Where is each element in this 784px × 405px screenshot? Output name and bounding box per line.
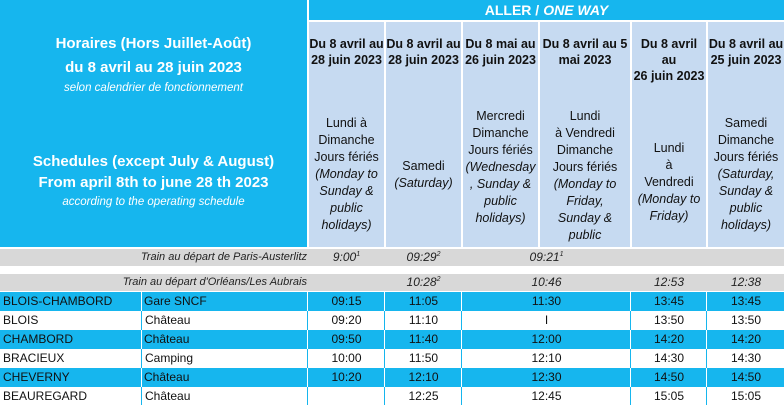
column-date-range xyxy=(708,36,784,68)
column-days xyxy=(309,115,384,234)
footnote-marker: 2 xyxy=(436,276,441,283)
column-divider xyxy=(384,368,385,387)
train-time-value: 9:00 xyxy=(332,250,357,264)
column-divider xyxy=(630,292,631,311)
stop-name: CHEVERNY xyxy=(3,370,70,384)
days-en-line: Sunday & xyxy=(557,211,613,225)
column-divider xyxy=(141,387,142,405)
column-divider xyxy=(307,368,308,387)
date-line: Du 8 avril au xyxy=(640,37,698,67)
date-line: 26 juin 2023 xyxy=(465,53,536,67)
stop-time: 15:05 xyxy=(653,389,685,403)
column-divider xyxy=(461,368,462,387)
column-date-range xyxy=(386,36,461,68)
stop-time: 13:50 xyxy=(653,313,685,327)
stop-time: 12:25 xyxy=(408,389,439,403)
stop-time: 13:50 xyxy=(730,313,762,327)
column-date-range xyxy=(309,36,384,68)
column-divider xyxy=(307,311,308,330)
days-en-line: (Monday to xyxy=(315,167,378,181)
stop-time: 09:50 xyxy=(331,332,362,346)
stop-name: BLOIS-CHAMBORD xyxy=(3,294,113,308)
stop-time: 14:50 xyxy=(653,370,685,384)
days-fr-line: Dimanche xyxy=(556,143,614,157)
column-days xyxy=(386,158,461,192)
stop-name: BEAUREGARD xyxy=(3,389,88,403)
column-divider xyxy=(307,349,308,368)
days-en-line: , Sunday & xyxy=(469,177,532,191)
days-fr-line: Samedi xyxy=(724,116,768,130)
stop-time: 12:00 xyxy=(531,332,562,346)
column-date-range xyxy=(540,36,630,68)
days-fr-line: Jours fériés xyxy=(713,150,779,164)
direction-header xyxy=(309,0,784,20)
days-en-line: Sunday & xyxy=(718,184,774,198)
train-departure-time xyxy=(309,250,384,264)
days-en-line: holidays) xyxy=(321,218,372,232)
column-divider xyxy=(141,368,142,387)
stop-time: 11:05 xyxy=(408,294,439,308)
days-en-line: (Monday to xyxy=(637,192,701,206)
stop-time: 12:10 xyxy=(408,370,439,384)
column-divider xyxy=(141,292,142,311)
column-header-4 xyxy=(540,22,630,247)
column-divider xyxy=(461,349,462,368)
days-en-line: (Monday to xyxy=(553,177,617,191)
column-divider xyxy=(384,292,385,311)
column-header-2 xyxy=(386,22,461,247)
date-line: Du 8 avril au 5 xyxy=(542,37,628,51)
stop-name: BLOIS xyxy=(3,313,39,327)
direction-en: ONE WAY xyxy=(543,2,609,18)
days-fr-line: Mercredi xyxy=(476,109,525,123)
column-divider xyxy=(384,330,385,349)
column-divider xyxy=(630,330,631,349)
stop-time: 10:00 xyxy=(331,351,362,365)
stop-place: Château xyxy=(144,370,190,384)
column-divider xyxy=(630,368,631,387)
column-days xyxy=(632,140,706,225)
date-line: 25 juin 2023 xyxy=(710,53,782,67)
footnote-marker: 2 xyxy=(436,251,441,258)
train-time-value: 09:21 xyxy=(529,250,560,264)
stop-time: 11:30 xyxy=(531,294,562,308)
days-fr-line: Dimanche xyxy=(717,133,775,147)
stop-time: 09:15 xyxy=(331,294,362,308)
table-row xyxy=(0,387,784,405)
days-en-line: Friday, xyxy=(566,194,604,208)
train-label: Train au départ d'Orléans/Les Aubrais xyxy=(122,276,307,288)
column-days xyxy=(463,108,538,227)
train-departure-time xyxy=(463,275,630,289)
column-divider xyxy=(384,349,385,368)
train-departure-time xyxy=(632,275,706,289)
stop-time: 11:40 xyxy=(408,332,439,346)
days-fr-line: Lundi à xyxy=(325,116,367,130)
date-line: 28 juin 2023 xyxy=(388,53,459,67)
column-divider xyxy=(461,311,462,330)
stop-place: Château xyxy=(141,387,190,405)
stop-place: Camping xyxy=(141,349,193,368)
days-en-line: (Saturday, xyxy=(717,167,775,181)
date-line: 26 juin 2023 xyxy=(633,69,705,83)
date-line: Du 8 avril au xyxy=(386,37,461,51)
stop-time: 13:45 xyxy=(653,294,685,308)
train-time-value: 10:46 xyxy=(531,275,562,289)
days-fr-line: Jours fériés xyxy=(468,143,533,157)
date-line: Du 8 avril au xyxy=(309,37,384,51)
train-time-value: 10:28 xyxy=(406,275,437,289)
stop-time: 12:10 xyxy=(531,351,562,365)
column-divider xyxy=(461,387,462,405)
stop-time: 12:45 xyxy=(531,389,562,403)
days-en-line: Friday) xyxy=(649,209,689,223)
days-en-line: holidays) xyxy=(720,218,772,232)
days-en-line: public xyxy=(729,201,763,215)
column-divider xyxy=(141,330,142,349)
title-en-line3: according to the operating schedule xyxy=(62,196,245,208)
table-row xyxy=(0,292,784,311)
schedule-title-panel xyxy=(0,0,307,247)
date-line: Du 8 avril au xyxy=(708,37,784,51)
stop-time: 12:30 xyxy=(531,370,562,384)
days-fr-line: Dimanche xyxy=(472,126,529,140)
column-divider xyxy=(706,387,707,405)
column-header-3 xyxy=(463,22,538,247)
stop-place: Château xyxy=(141,311,190,330)
train-row-paris xyxy=(0,249,784,266)
stop-name: CHAMBORD xyxy=(3,332,74,346)
days-fr-line: Jours fériés xyxy=(314,150,379,164)
stop-time: 09:20 xyxy=(331,313,362,327)
date-line: 28 juin 2023 xyxy=(311,53,382,67)
days-en-line: (Wednesday xyxy=(465,160,536,174)
stop-time: 13:45 xyxy=(730,294,762,308)
stop-time: 14:30 xyxy=(653,351,685,365)
days-fr-line: Dimanche xyxy=(318,133,375,147)
days-fr-line: Jours fériés xyxy=(552,160,618,174)
date-line: Du 8 mai au xyxy=(465,37,536,51)
column-divider xyxy=(461,330,462,349)
column-divider xyxy=(307,387,308,405)
column-divider xyxy=(461,292,462,311)
stop-time: 14:30 xyxy=(730,351,762,365)
stop-time: 14:20 xyxy=(653,332,685,346)
column-divider xyxy=(384,387,385,405)
days-en-line: holidays) xyxy=(475,211,526,225)
stop-time: 11:50 xyxy=(408,351,439,365)
title-fr-line3: selon calendrier de fonctionnement xyxy=(63,82,243,94)
column-days xyxy=(708,115,784,234)
table-row xyxy=(0,349,784,368)
stop-time: I xyxy=(544,313,549,327)
table-row xyxy=(0,368,784,387)
stop-name: BRACIEUX xyxy=(3,351,65,365)
days-en-line: (Saturday) xyxy=(394,176,453,190)
column-divider xyxy=(630,387,631,405)
column-divider xyxy=(307,292,308,311)
train-time-value: 12:38 xyxy=(730,275,762,289)
stop-time xyxy=(309,387,384,405)
column-divider xyxy=(706,349,707,368)
days-fr-line: Samedi xyxy=(402,159,445,173)
column-header-5 xyxy=(632,22,706,247)
column-divider xyxy=(706,368,707,387)
column-divider xyxy=(706,330,707,349)
column-divider xyxy=(141,311,142,330)
train-departure-time xyxy=(386,250,461,264)
column-date-range xyxy=(632,36,706,84)
stop-place: Château xyxy=(144,332,190,346)
days-en-line: Sunday & xyxy=(319,184,374,198)
days-fr-line: Vendredi xyxy=(644,175,694,189)
train-time-value: 09:29 xyxy=(406,250,437,264)
stop-time: 14:20 xyxy=(730,332,762,346)
stop-time: 10:20 xyxy=(331,370,362,384)
column-divider xyxy=(307,330,308,349)
train-departure-time xyxy=(463,250,630,264)
days-en-line: public xyxy=(484,194,517,208)
stop-time: 15:05 xyxy=(730,389,762,403)
column-divider xyxy=(630,311,631,330)
title-fr-line1: Horaires (Hors Juillet-Août) xyxy=(55,35,252,52)
column-header-6 xyxy=(708,22,784,247)
train-label: Train au départ de Paris-Austerlitz xyxy=(140,251,307,263)
stop-place: Gare SNCF xyxy=(144,294,207,308)
table-row xyxy=(0,330,784,349)
column-divider xyxy=(706,292,707,311)
column-days xyxy=(540,108,630,244)
column-divider xyxy=(384,311,385,330)
date-line: mai 2023 xyxy=(558,53,612,67)
train-row-orleans xyxy=(0,274,784,291)
stop-time: 11:10 xyxy=(408,313,439,327)
days-fr-line: Lundi xyxy=(653,141,685,155)
train-time-value: 12:53 xyxy=(653,275,685,289)
footnote-marker: 1 xyxy=(356,251,361,258)
train-departure-time xyxy=(708,275,784,289)
column-divider xyxy=(630,349,631,368)
days-en-line: public xyxy=(330,201,363,215)
column-date-range xyxy=(463,36,538,68)
stop-time: 14:50 xyxy=(730,370,762,384)
days-en-line: public xyxy=(568,228,602,242)
title-en-line2: From april 8th to june 28 th 2023 xyxy=(38,174,269,191)
days-fr-line: Lundi xyxy=(569,109,601,123)
days-fr-line: à xyxy=(665,158,673,172)
column-divider xyxy=(141,349,142,368)
days-fr-line: à Vendredi xyxy=(555,126,615,140)
title-fr-line2: du 8 avril au 28 juin 2023 xyxy=(65,59,242,76)
column-header-1 xyxy=(309,22,384,247)
direction-fr: ALLER / xyxy=(484,2,540,18)
train-departure-time xyxy=(386,275,461,289)
column-divider xyxy=(706,311,707,330)
footnote-marker: 1 xyxy=(559,251,564,258)
table-row xyxy=(0,311,784,330)
title-en-line1: Schedules (except July & August) xyxy=(32,153,275,170)
